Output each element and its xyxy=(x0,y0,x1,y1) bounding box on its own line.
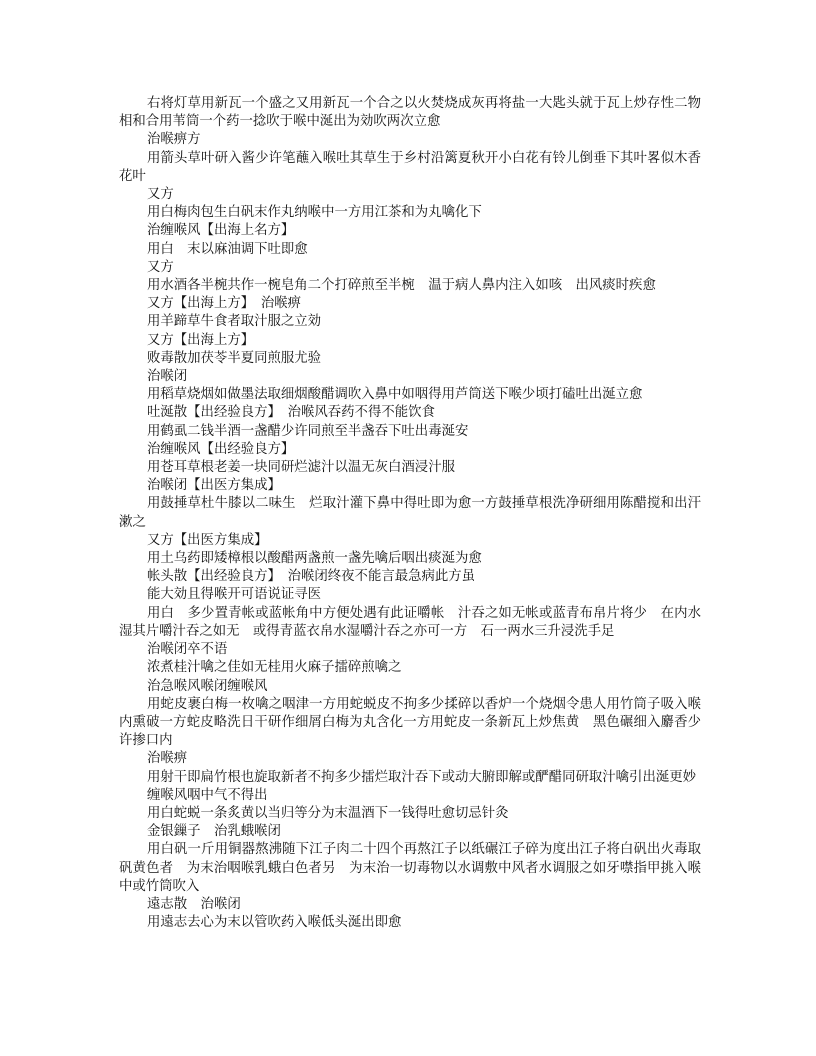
paragraph: 用射干即扁竹根也旋取新者不拘多少擂烂取汁吞下或动大腑即解或酽醋同研取汁噙引出涎更妙 xyxy=(147,769,697,785)
paragraph: 治喉痹方 xyxy=(147,132,201,148)
paragraph: 治缠喉风【出海上名方】 xyxy=(147,223,295,239)
paragraph: 缠喉风咽中气不得出 xyxy=(147,787,268,803)
paragraph: 治喉闭 xyxy=(147,369,188,385)
paragraph: 又方【出医方集成】 xyxy=(147,532,268,548)
paragraph: 用鼓捶草杜牛膝以二味生 烂取汁灌下鼻中得吐即为愈一方鼓捶草根洗净研细用陈醋搅和出汗漱之 xyxy=(119,496,701,530)
paragraph: 吐涎散【出经验良方】 治喉风吞药不得不能饮食 xyxy=(147,405,435,421)
paragraph: 治喉闭【出医方集成】 xyxy=(147,478,281,494)
paragraph: 能大効且得喉开可语说证寻医 xyxy=(147,587,322,603)
paragraph: 用土乌药即矮樟根以酸醋两盏煎一盏先噙后咽出痰涎为愈 xyxy=(147,551,482,567)
paragraph: 用水酒各半椀共作一椀皂角二个打碎煎至半椀 温于病人鼻内注入如咳 出风痰时疾愈 xyxy=(147,278,656,294)
paragraph: 用白蛇蜕一条炙黄以当归等分为末温酒下一钱得吐愈切忌针灸 xyxy=(147,805,509,821)
paragraph: 遠志散 治喉闭 xyxy=(147,896,241,912)
paragraph: 右将灯草用新瓦一个盛之又用新瓦一个合之以火焚烧成灰再将盐一大匙头就于瓦上炒存性二物相和合用苇筒一个药一捻吹于喉中涎出为効吹两次立愈 xyxy=(119,96,701,130)
paragraph: 用蛇皮裹白梅一枚噙之咽津一方用蛇蜕皮不拘多少揉碎以香炉一个烧烟令患人用竹筒子吸入喉内熏破一方蛇皮略洗日干研作细屑白梅为丸含化一方用蛇皮一条新瓦上炒焦黄 黑色碾细入麝香少许掺口内 xyxy=(119,696,701,749)
paragraph: 治急喉风喉闭缠喉风 xyxy=(147,678,268,694)
paragraph: 治喉痹 xyxy=(147,751,188,767)
paragraph: 用白梅肉包生白矾末作丸纳喉中一方用江茶和为丸噙化下 xyxy=(147,205,482,221)
paragraph: 又方 xyxy=(147,187,174,203)
paragraph: 败毒散加茯苓半夏同煎服尤验 xyxy=(147,350,322,366)
paragraph: 用遠志去心为末以管吹药入喉低头涎出即愈 xyxy=(147,915,402,931)
paragraph: 用白 末以麻油调下吐即愈 xyxy=(147,241,308,257)
paragraph: 又方【出海上方】 治喉痹 xyxy=(147,296,301,312)
paragraph: 金银鏁子 治乳蛾喉闭 xyxy=(147,824,281,840)
paragraph: 治缠喉风【出经验良方】 xyxy=(147,441,295,457)
paragraph: 用鹤虱二钱半酒一盏醋少许同煎至半盏吞下吐出毒涎安 xyxy=(147,423,469,439)
paragraph: 治喉闭卒不语 xyxy=(147,642,228,658)
paragraph: 帐头散【出经验良方】 治喉闭终夜不能言最急病此方虽 xyxy=(147,569,476,585)
paragraph: 用稻草烧烟如做墨法取细烟酸醋调吹入鼻中如咽得用芦筒送下喉少顷打磕吐出涎立愈 xyxy=(147,387,643,403)
paragraph: 用白 多少置青帐或蓝帐角中方便处遇有此证嚼帐 汁吞之如无帐或蓝青布帛片将少 在内水湿其片嚼汁吞之如无 或得青蓝衣帛水湿嚼汁吞之亦可一方 石一两水三升浸洗手足 xyxy=(119,605,701,639)
paragraph: 用羊蹄草牛食者取汁服之立効 xyxy=(147,314,322,330)
document-body xyxy=(119,95,701,932)
paragraph: 用苍耳草根老姜一块同研烂滤汁以温无灰白酒浸汁服 xyxy=(147,460,455,476)
paragraph: 又方 xyxy=(147,259,174,275)
paragraph: 用箭头草叶研入酱少许笔蘸入喉吐其草生于乡村沿篱夏秋开小白花有铃儿倒垂下其叶畧似木香花叶 xyxy=(119,150,701,184)
paragraph: 浓煮桂汁噙之佳如无桂用火麻子擂碎煎噙之 xyxy=(147,660,402,676)
paragraph: 用白矾一斤用铜器熬沸随下江子肉二十四个再熬江子以纸碾江子碎为度出江子将白矾出火毒取矾黄色者 为末治咽喉乳蛾白色者另 为末治一切毒物以水调敷中风者水调服之如牙噤指甲挑入喉中或竹筒吹入 xyxy=(119,842,701,894)
paragraph: 又方【出海上方】 xyxy=(147,332,255,348)
